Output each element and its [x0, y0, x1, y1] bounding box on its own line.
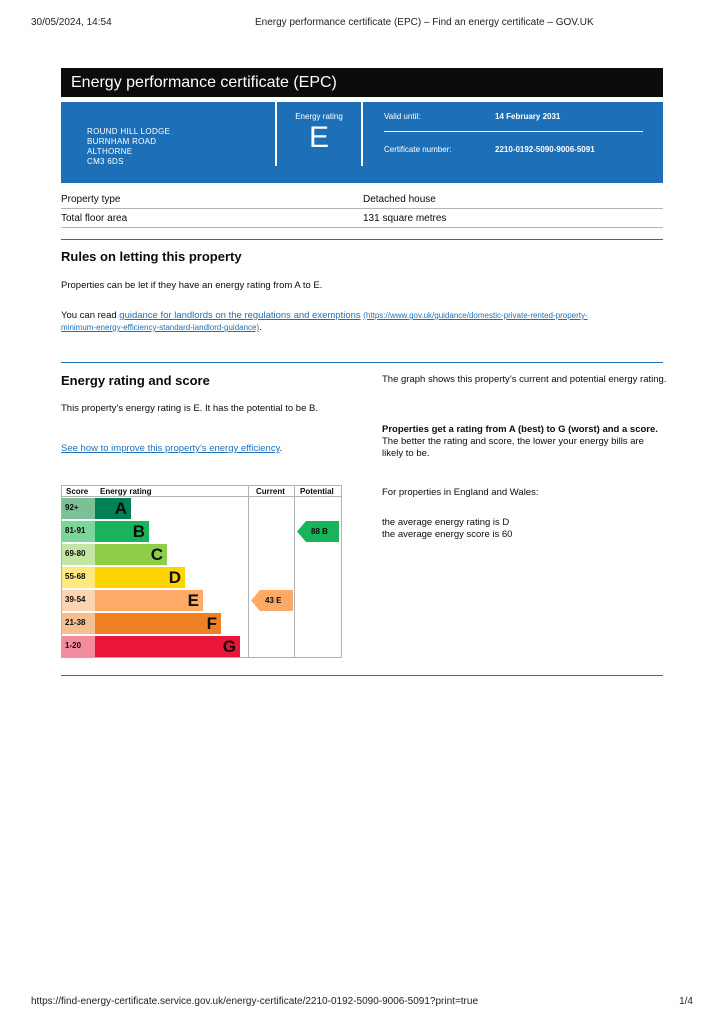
property-address — [87, 127, 170, 167]
page-number: 1/4 — [679, 996, 693, 1007]
address-line: ROUND HILL LODGE — [87, 127, 171, 136]
table-row — [61, 209, 663, 228]
england-wales-label: For properties in England and Wales: — [382, 487, 539, 498]
section-divider — [61, 239, 663, 240]
column-divider — [248, 486, 249, 657]
band-score-range: 92+ — [62, 498, 95, 519]
section-divider — [61, 362, 663, 363]
epc-title-bar — [61, 68, 663, 97]
print-header — [31, 17, 693, 29]
column-header-energy-rating: Energy rating — [100, 487, 152, 496]
letting-paragraph: Properties can be let if they have an energy rating from A to E. — [61, 280, 323, 291]
column-divider — [294, 486, 295, 657]
band-letter: D — [168, 568, 181, 587]
band-score-range: 69-80 — [62, 544, 95, 565]
certificate-number-row — [384, 145, 643, 159]
graph-explanation: The graph shows this property’s current and potential energy rating. — [382, 374, 667, 385]
guidance-prefix: You can read — [61, 310, 120, 321]
band-score-range: 81-91 — [62, 521, 95, 542]
band-bar — [95, 544, 167, 565]
address-line: BURNHAM ROAD — [87, 137, 157, 146]
rating-heading: Energy rating and score — [61, 373, 210, 388]
column-header-score: Score — [66, 487, 89, 496]
print-page-title: Energy performance certificate (EPC) – Find an energy certificate – GOV.UK — [255, 17, 594, 28]
band-bar — [95, 590, 203, 611]
valid-until-value: 14 February 2031 — [495, 112, 561, 121]
band-score-range: 21-38 — [62, 613, 95, 634]
floor-area-label: Total floor area — [61, 213, 128, 224]
section-divider — [61, 675, 663, 676]
guidance-url-continued[interactable]: minimum-energy-efficiency-standard-landlord-guidance) — [61, 323, 260, 332]
average-score: the average energy score is 60 — [382, 529, 513, 540]
guidance-suffix: . — [259, 322, 262, 333]
chart-header — [62, 486, 341, 497]
band-letter: A — [114, 499, 127, 518]
print-date: 30/05/2024, 14:54 — [31, 17, 112, 28]
band-bar — [95, 636, 240, 657]
average-rating: the average energy rating is D — [382, 517, 510, 528]
guidance-link[interactable]: guidance for landlords on the regulations and exemptions — [119, 310, 361, 321]
energy-rating-letter: E — [308, 121, 329, 154]
letting-heading: Rules on letting this property — [61, 249, 242, 264]
rating-scale-bold: Properties get a rating from A (best) to G (worst) and a score. — [382, 424, 658, 435]
band-letter: F — [206, 614, 217, 633]
guidance-paragraph — [61, 310, 663, 334]
band-bar — [95, 613, 221, 634]
band-score-range: 55-68 — [62, 567, 95, 588]
print-footer — [31, 996, 693, 1008]
certificate-summary-panel — [61, 102, 663, 183]
property-type-value: Detached house — [363, 194, 436, 205]
band-score-range: 1-20 — [62, 636, 95, 657]
certificate-number-value: 2210-0192-5090-9006-5091 — [495, 145, 595, 154]
potential-rating-arrow — [297, 521, 339, 542]
rating-paragraph: This property’s energy rating is E. It has the potential to be B. — [61, 403, 318, 414]
current-rating-arrow-label: 43 E — [265, 596, 282, 605]
address-line: ALTHORNE — [87, 147, 133, 156]
improve-suffix: . — [279, 443, 283, 454]
guidance-url[interactable]: (https://www.gov.uk/guidance/domestic-private-rented-property- — [363, 311, 588, 320]
current-rating-arrow — [251, 590, 293, 611]
property-details-table — [61, 190, 663, 228]
print-url: https://find-energy-certificate.service.gov.uk/energy-certificate/2210-0192-5090-9006-5091?print=true — [31, 996, 479, 1007]
valid-until-row — [384, 112, 643, 132]
potential-rating-arrow-label: 88 B — [311, 527, 328, 536]
band-score-range: 39-54 — [62, 590, 95, 611]
certificate-number-label: Certificate number: — [384, 145, 452, 154]
page-title: Energy performance certificate (EPC) — [71, 74, 337, 91]
band-letter: B — [132, 522, 145, 541]
band-bar — [95, 521, 149, 542]
improve-paragraph — [61, 443, 361, 455]
address-line: CM3 6DS — [87, 157, 124, 166]
rating-scale-text: The better the rating and score, the lower your energy bills are likely to be. — [382, 436, 644, 459]
improve-efficiency-link[interactable]: See how to improve this property’s energy efficiency — [61, 443, 280, 454]
band-letter: C — [150, 545, 163, 564]
energy-rating-label: Energy rating — [295, 112, 343, 121]
valid-until-label: Valid until: — [384, 112, 421, 121]
band-bar — [95, 567, 185, 588]
energy-rating-chart — [61, 485, 342, 658]
band-letter: E — [187, 591, 199, 610]
floor-area-value: 131 square metres — [363, 213, 447, 224]
band-letter: G — [222, 637, 236, 656]
property-type-label: Property type — [61, 194, 121, 205]
column-header-potential: Potential — [300, 487, 334, 496]
column-header-current: Current — [256, 487, 285, 496]
table-row — [61, 190, 663, 209]
rating-scale-explanation — [382, 424, 667, 460]
band-bar — [95, 498, 131, 519]
energy-rating-box — [275, 102, 363, 166]
